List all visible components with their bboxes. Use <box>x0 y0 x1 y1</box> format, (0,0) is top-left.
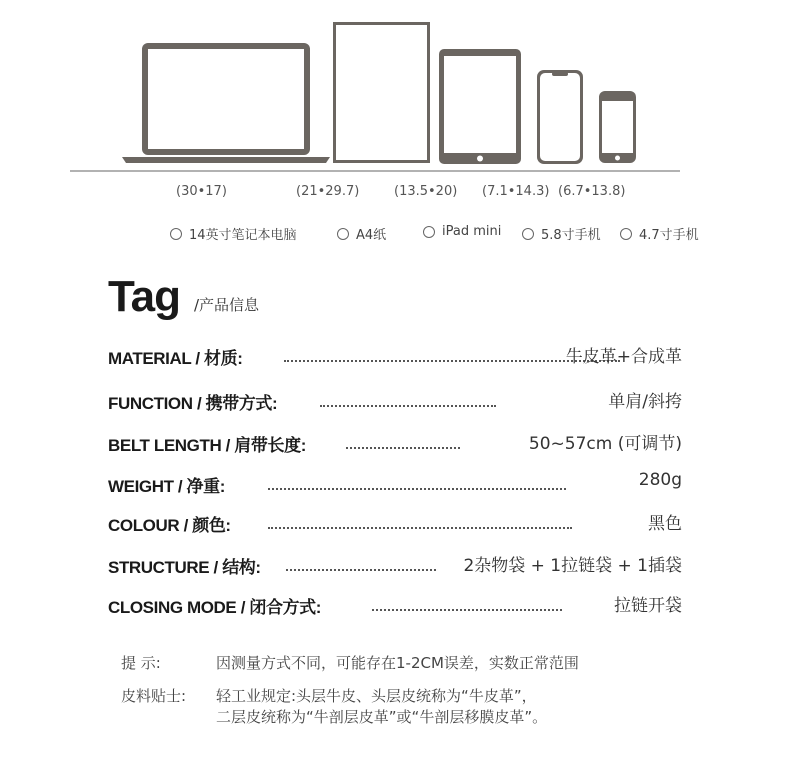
option-label: iPad mini <box>442 224 502 239</box>
radio-circle-icon <box>170 228 182 240</box>
a4-paper-icon <box>333 22 430 163</box>
ipad-mini-icon <box>439 49 521 164</box>
spec-label: BELT LENGTH / 肩带长度: <box>108 436 306 455</box>
spec-value: 拉链开袋 <box>614 596 682 616</box>
dotted-leader <box>372 595 562 611</box>
radio-circle-icon <box>423 226 435 238</box>
dotted-leader <box>268 474 566 490</box>
dimension-a4: (21•29.7) <box>296 184 360 199</box>
option-phone-4-7 <box>620 224 699 243</box>
spec-row-belt-length <box>108 431 682 455</box>
spec-label: CLOSING MODE / 闭合方式: <box>108 598 321 617</box>
dimension-ipad: (13.5•20) <box>394 184 458 199</box>
spec-row-material <box>108 344 682 368</box>
phone-5-8-icon <box>537 70 583 164</box>
spec-label: COLOUR / 颜色: <box>108 516 231 535</box>
spec-row-closing-mode <box>108 593 682 617</box>
spec-value: 单肩/斜挎 <box>608 392 682 412</box>
spec-label: STRUCTURE / 结构: <box>108 558 261 577</box>
spec-row-function <box>108 389 682 413</box>
spec-value: 2杂物袋 + 1拉链袋 + 1插袋 <box>463 556 682 576</box>
dimension-phone-4-7: (6.7•13.8) <box>558 184 626 199</box>
spec-label: FUNCTION / 携带方式: <box>108 394 278 413</box>
dotted-leader <box>320 391 496 407</box>
tip-note <box>121 652 579 673</box>
spec-row-weight <box>108 472 682 496</box>
leather-text-line2: 二层皮统称为“牛剖层皮革”或“牛剖层移膜皮革”。 <box>216 708 548 726</box>
dotted-leader <box>346 433 460 449</box>
option-phone-5-8 <box>522 224 601 243</box>
dotted-leader <box>286 555 436 571</box>
leather-label: 皮料贴士: <box>121 687 187 705</box>
spec-value: 牛皮革+合成革 <box>565 347 682 367</box>
tag-title: Tag <box>108 272 180 321</box>
spec-value: 280g <box>638 470 682 490</box>
tip-label: 提 示: <box>121 654 161 672</box>
option-label: 5.8寸手机 <box>541 228 601 243</box>
option-label: A4纸 <box>356 228 387 243</box>
spec-value: 黑色 <box>648 514 682 534</box>
leather-note <box>121 685 537 706</box>
dotted-leader <box>268 513 572 529</box>
tag-subtitle: /产品信息 <box>194 296 260 314</box>
radio-circle-icon <box>522 228 534 240</box>
dimension-phone-5-8: (7.1•14.3) <box>482 184 550 199</box>
dimension-laptop: (30•17) <box>176 184 227 199</box>
spec-row-structure <box>108 553 682 577</box>
laptop-icon <box>122 43 330 163</box>
spec-value: 50~57cm (可调节) <box>528 434 682 454</box>
option-label: 4.7寸手机 <box>639 228 699 243</box>
device-illustration <box>0 0 790 180</box>
radio-circle-icon <box>337 228 349 240</box>
tip-text: 因测量方式不同，可能存在1-2CM误差，实数正常范围 <box>216 654 579 672</box>
radio-circle-icon <box>620 228 632 240</box>
leather-text-line1: 轻工业规定:头层牛皮、头层皮统称为“牛皮革”， <box>216 687 537 705</box>
spec-label: WEIGHT / 净重: <box>108 477 226 496</box>
option-laptop <box>170 224 297 243</box>
spec-label: MATERIAL / 材质: <box>108 349 243 368</box>
option-a4 <box>337 224 386 243</box>
device-size-comparison <box>0 0 790 250</box>
option-label: 14英寸笔记本电脑 <box>189 228 297 243</box>
spec-row-colour <box>108 511 682 535</box>
phone-4-7-icon <box>599 91 636 163</box>
option-ipad-mini <box>423 224 501 239</box>
